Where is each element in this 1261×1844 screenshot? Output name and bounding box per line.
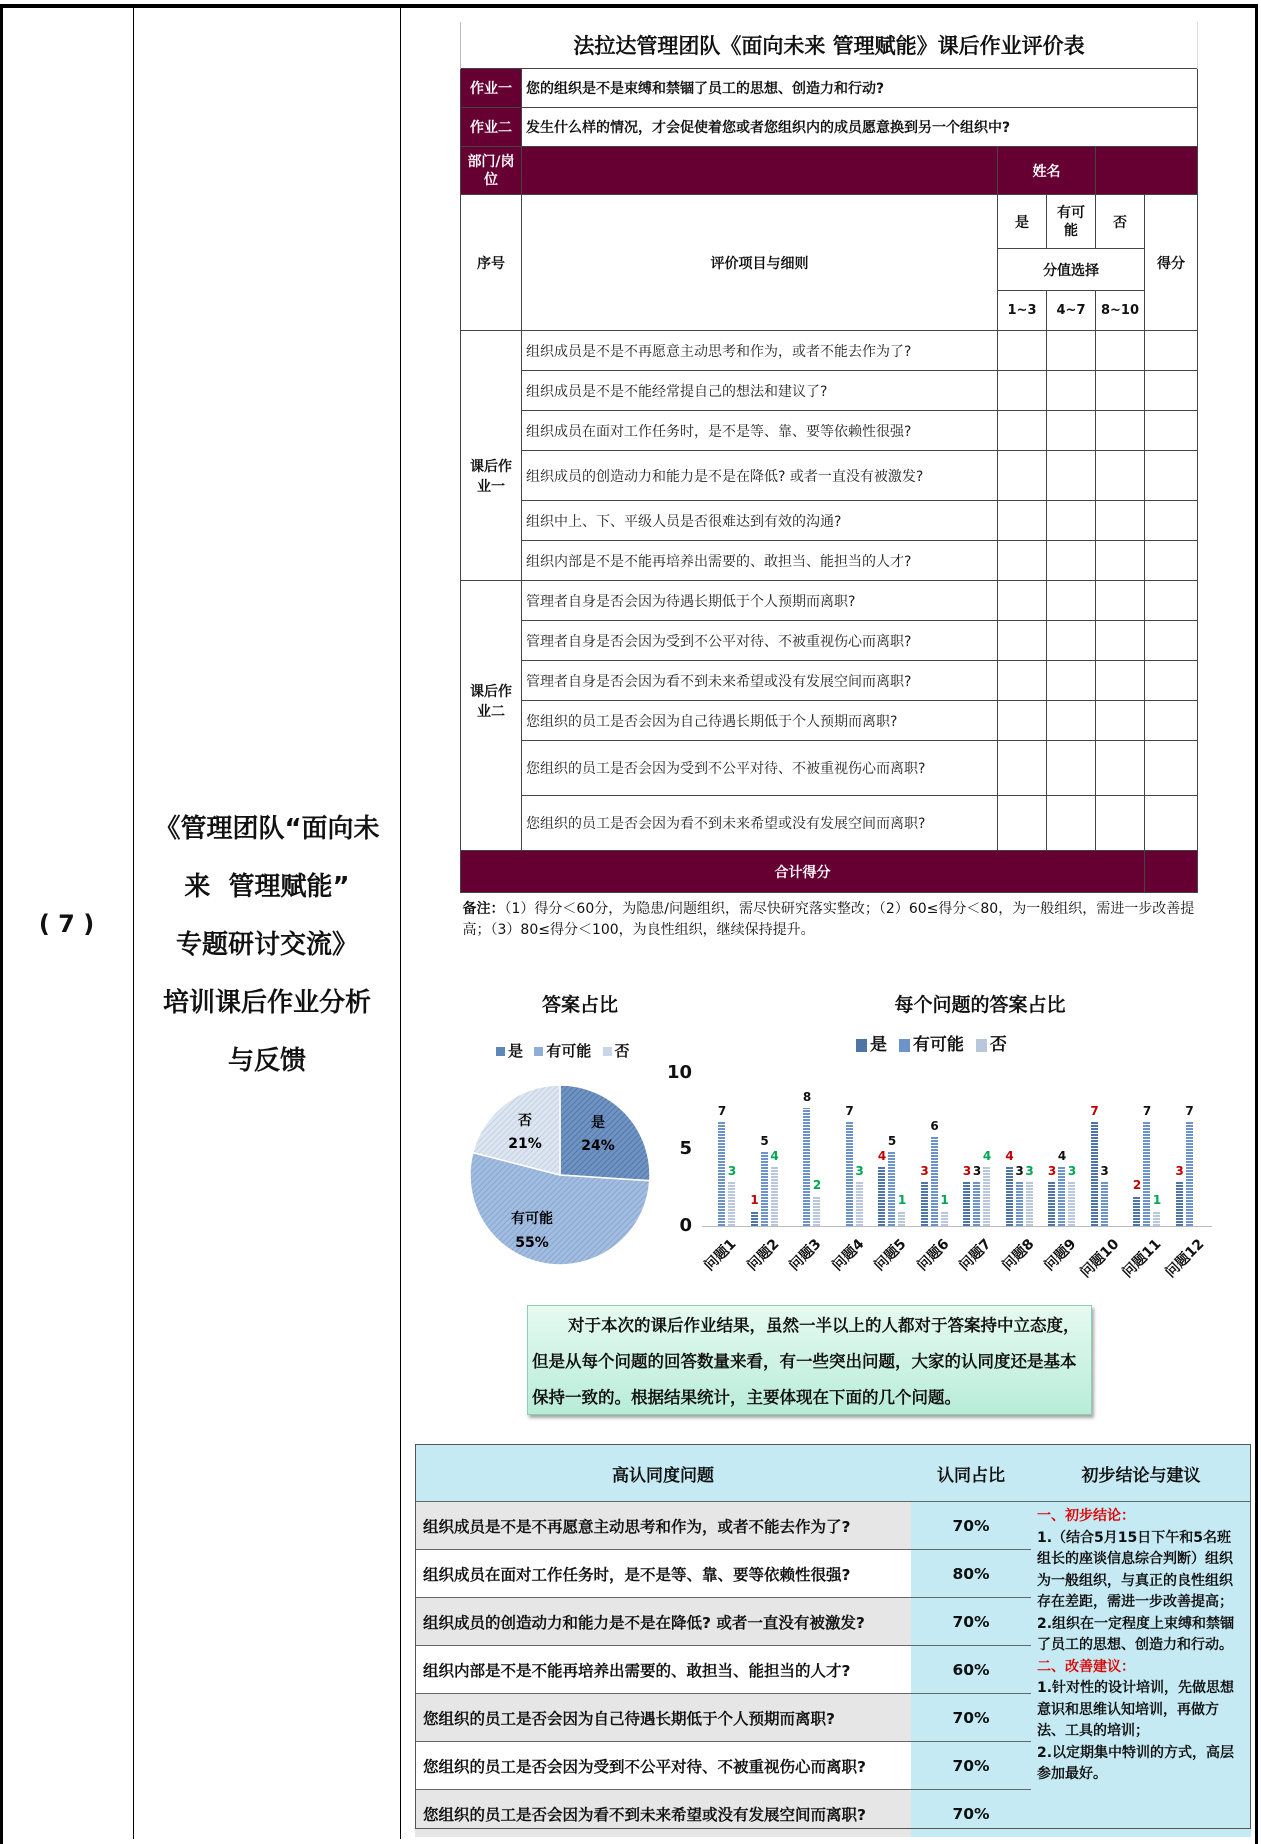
note-label: 备注： [462,901,505,917]
bar-value-label: 3 [1025,1163,1034,1178]
bar-value-label: 7 [1185,1104,1194,1119]
x-axis-label: 问题2 [743,1236,782,1275]
score-select-header: 分值选择 [998,249,1145,291]
results-header: 高认同度问题 [415,1445,911,1502]
name-label: 姓名 [998,147,1096,195]
score-cell[interactable] [1096,701,1145,741]
score-cell[interactable] [1047,371,1096,411]
bar-value-label: 7 [717,1104,727,1119]
assignment-question: 您的组织是不是束缚和禁锢了员工的思想、创造力和行动? [522,69,1198,108]
bar-value-label: 3 [1015,1163,1024,1178]
results-question: 组织成员在面对工作任务时，是不是等、靠、要等依赖性很强? [415,1550,911,1598]
bar-value-label: 2 [812,1178,822,1193]
bar [1101,1182,1108,1226]
bar-value-label: 1 [1152,1193,1162,1208]
eval-item: 组织成员的创造动力和能力是不是在降低? 或者一直没有被激发? [522,451,998,501]
bar-value-label: 7 [845,1104,854,1119]
score-cell[interactable] [998,581,1047,621]
legend-swatch-no [603,1047,612,1056]
note-text: （1）得分＜60分，为隐患/问题组织，需尽快研究落实整改；（2）60≤得分＜80，为一般组织，需进一步改善提高；（3）80≤得分＜100，为良性组织，继续保持提升。 [462,901,1195,938]
legend-swatch-yes [496,1047,505,1056]
plot-area [701,1078,1212,1282]
range-header: 8~10 [1096,291,1145,331]
legend-label: 有可能 [912,1035,964,1055]
results-question: 组织内部是不是不能再培养出需要的、敢担当、能担当的人才? [415,1646,911,1694]
legend-label: 有可能 [546,1042,592,1060]
bar [856,1182,863,1226]
conclusion-item: 1.（结合5月15日下午和5名班组长的座谈信息综合判断）组织为一般组织，与真正的良性组织存在差距，需进一步改善提高； [1037,1529,1233,1610]
pie-legend [490,1040,630,1061]
bar [888,1152,895,1226]
bar [761,1152,768,1226]
score-cell[interactable] [1145,371,1198,411]
range-header: 4~7 [1047,291,1096,331]
conclusion-heading: 一、初步结论： [1037,1508,1135,1524]
bar [921,1182,928,1226]
evaluation-form [460,22,1197,947]
score-cell[interactable] [1047,701,1096,741]
results-pct: 70% [911,1598,1031,1646]
eval-item: 组织成员在面对工作任务时，是不是等、靠、要等依赖性很强? [522,411,998,451]
score-cell[interactable] [1047,331,1096,371]
score-cell[interactable] [1145,411,1198,451]
pie-label-yes: 是 [591,1115,605,1131]
x-axis-label: 问题8 [998,1236,1037,1275]
eval-item: 管理者自身是否会因为看不到未来希望或没有发展空间而离职? [522,661,998,701]
row-title [134,800,400,1090]
note [461,893,1198,948]
bar [878,1167,885,1226]
bar-value-label: 4 [1057,1148,1067,1163]
bar-value-label: 3 [1067,1163,1077,1178]
x-axis-label: 问题3 [786,1236,825,1275]
title-line: 与反馈 [227,1046,306,1076]
bar-value-label: 2 [1132,1178,1142,1193]
title-line: 培训课后作业分析 [162,988,371,1018]
results-question: 您组织的员工是否会因为自己待遇长期低于个人预期而离职? [415,1694,911,1742]
score-cell[interactable] [1096,331,1145,371]
title-line: 专题研讨交流》 [175,930,358,960]
y-tick: 0 [679,1215,692,1236]
eval-item: 组织成员是不是不能经常提自己的想法和建议了? [522,371,998,411]
results-pct: 80% [911,1550,1031,1598]
pie-label-maybe: 有可能 [511,1211,553,1227]
score-cell[interactable] [1145,661,1198,701]
bar [1048,1182,1055,1226]
score-cell[interactable] [998,661,1047,701]
bar-value-label: 5 [887,1134,897,1148]
y-tick: 10 [666,1062,692,1083]
score-cell[interactable] [1145,451,1198,501]
conclusion-item: 2.组织在一定程度上束缚和禁锢了员工的思想、创造力和行动。 [1037,1615,1235,1653]
bar-value-label: 4 [982,1148,992,1163]
score-cell[interactable] [1096,501,1145,541]
score-cell[interactable] [1047,501,1096,541]
bar-value-label: 3 [1100,1163,1109,1178]
score-cell[interactable] [998,796,1047,851]
score-cell[interactable] [1096,411,1145,451]
legend-swatch-maybe [534,1047,543,1056]
score-cell[interactable] [1145,541,1198,581]
bar-value-label: 7 [1142,1104,1152,1119]
bar [771,1167,778,1226]
results-question: 组织成员是不是不再愿意主动思考和作为，或者不能去作为了? [415,1502,911,1550]
results-table [415,1444,1251,1837]
summary-text: 对于本次的课后作业结果，虽然一半以上的人都对于答案持中立态度，但是从每个问题的回答数量来看，有一些突出问题，大家的认同度还是基本保持一致的。根据结果统计，主要体现在下面的几个问题。 [532,1316,1080,1407]
eval-item: 组织内部是不是不能再培养出需要的、敢担当、能担当的人才? [522,541,998,581]
score-cell[interactable] [1145,331,1198,371]
x-axis-label: 问题5 [871,1236,910,1275]
score-cell[interactable] [1047,541,1096,581]
results-question: 您组织的员工是否会因为受到不公平对待、不被重视伤心而离职? [415,1742,911,1790]
pie-pct-maybe: 55% [515,1235,549,1251]
group-label: 课后作业二 [461,581,522,851]
group-label: 课后作业一 [461,331,522,581]
y-tick: 5 [679,1138,692,1159]
eval-item: 您组织的员工是否会因为受到不公平对待、不被重视伤心而离职? [522,741,998,796]
bar-value-label: 8 [802,1089,812,1104]
bar [728,1182,735,1226]
x-axis-label: 问题11 [1119,1236,1165,1282]
score-cell[interactable] [998,371,1047,411]
score-cell[interactable] [1096,581,1145,621]
score-cell[interactable] [1145,581,1198,621]
eval-item: 组织成员是不是不再愿意主动思考和作为，或者不能去作为了? [522,331,998,371]
score-cell[interactable] [1047,621,1096,661]
bar-value-label: 3 [855,1163,864,1178]
dept-label: 部门/岗位 [461,147,522,195]
bar-value-label: 4 [1005,1148,1014,1163]
bar [1186,1122,1193,1226]
score-cell[interactable] [1145,741,1198,796]
summary-box [527,1305,1092,1415]
title-line: 来 管理赋能” [184,872,350,902]
eval-item: 您组织的员工是否会因为看不到未来希望或没有发展空间而离职? [522,796,998,851]
bar [751,1211,758,1226]
bar [963,1182,970,1226]
x-axis-label: 问题10 [1077,1236,1122,1282]
bar [973,1182,980,1226]
x-axis-label: 问题6 [913,1236,952,1275]
score-cell[interactable] [998,621,1047,661]
legend-swatch-maybe [899,1039,910,1052]
score-cell[interactable] [998,741,1047,796]
bar-value-label: 3 [1047,1163,1057,1178]
pie-title: 答案占比 [541,994,618,1016]
bar-value-label: 3 [1175,1163,1184,1178]
bar [1016,1182,1023,1226]
legend-label: 是 [508,1042,524,1060]
bar-value-label: 3 [972,1163,982,1178]
bar-value-label: 3 [920,1163,929,1178]
x-axis-label: 问题9 [1041,1236,1080,1275]
score-cell[interactable] [1096,661,1145,701]
results-question: 您组织的员工是否会因为看不到未来希望或没有发展空间而离职? [415,1790,911,1838]
assignment-question: 发生什么样的情况，才会促使着您或者您组织内的成员愿意换到另一个组织中? [522,108,1198,147]
results-pct: 70% [911,1502,1031,1550]
no-header: 否 [1096,195,1145,249]
score-cell[interactable] [1145,796,1198,851]
score-cell[interactable] [1145,701,1198,741]
score-cell[interactable] [1096,741,1145,796]
bar-value-label: 1 [897,1193,907,1208]
legend-label: 否 [989,1035,1007,1055]
score-cell[interactable] [1047,581,1096,621]
score-cell[interactable] [1047,411,1096,451]
results-header: 初步结论与建议 [1031,1445,1251,1502]
x-axis-label: 问题1 [701,1236,740,1275]
range-header: 1~3 [998,291,1047,331]
bar-value-label: 1 [750,1193,759,1208]
score-cell[interactable] [1096,541,1145,581]
bar [983,1167,990,1226]
pie-pct-no: 21% [508,1136,542,1152]
advice-heading: 二、改善建议： [1037,1658,1135,1675]
bar [803,1108,810,1226]
bar [931,1137,938,1226]
score-cell[interactable] [1047,661,1096,701]
score-cell[interactable] [998,331,1047,371]
column-divider [400,8,401,1839]
score-cell[interactable] [1047,796,1096,851]
bar [898,1211,905,1226]
bar-value-label: 6 [930,1119,939,1134]
x-axis-label: 问题4 [828,1236,867,1275]
bar-value-label: 7 [1090,1104,1099,1119]
score-cell[interactable] [1096,371,1145,411]
bar [941,1211,948,1226]
advice-item: 2.以定期集中特训的方式，高层参加最好。 [1037,1744,1235,1782]
x-axis-label: 问题12 [1162,1236,1207,1282]
seq-header: 序号 [461,195,522,331]
score-cell[interactable] [1145,621,1198,661]
score-cell[interactable] [998,411,1047,451]
results-header: 认同占比 [911,1445,1031,1502]
form-title: 法拉达管理团队《面向未来 管理赋能》课后作业评价表 [461,22,1198,69]
results-pct: 70% [911,1742,1031,1790]
legend-label: 是 [870,1035,887,1055]
score-header: 得分 [1145,195,1198,331]
item-header: 评价项目与细则 [522,195,998,331]
score-cell[interactable] [998,701,1047,741]
score-cell[interactable] [1096,796,1145,851]
assignment-label: 作业一 [461,69,522,108]
assignment-label: 作业二 [461,108,522,147]
results-pct: 70% [911,1694,1031,1742]
bar-value-label: 3 [962,1163,972,1178]
score-cell[interactable] [1096,451,1145,501]
bar [813,1196,820,1226]
conclusion-cell [1031,1502,1251,1838]
total-label: 合计得分 [461,851,1145,893]
score-cell[interactable] [998,541,1047,581]
legend-swatch-no [976,1039,987,1052]
score-cell[interactable] [1047,741,1096,796]
bar-value-label: 3 [727,1163,737,1178]
eval-item: 组织中上、下、平级人员是否很难达到有效的沟通? [522,501,998,541]
score-cell[interactable] [1145,501,1198,541]
row-number: ( 7 ) [38,910,95,938]
score-cell[interactable] [998,451,1047,501]
pie-label-no: 否 [518,1113,532,1129]
x-axis-label: 问题7 [956,1236,995,1275]
bar-value-label: 5 [760,1134,769,1148]
results-question: 组织成员的创造动力和能力是不是在降低? 或者一直没有被激发? [415,1598,911,1646]
title-line: 《管理团队“面向未 [154,814,380,844]
results-pct: 70% [911,1790,1031,1838]
score-cell[interactable] [1047,451,1096,501]
eval-item: 管理者自身是否会因为受到不公平对待、不被重视伤心而离职? [522,621,998,661]
yes-header: 是 [998,195,1047,249]
maybe-header: 有可能 [1047,195,1096,249]
score-cell[interactable] [1096,621,1145,661]
bar [1068,1182,1075,1226]
bar-chart [650,980,1261,1300]
results-pct: 60% [911,1646,1031,1694]
eval-item: 您组织的员工是否会因为自己待遇长期低于个人预期而离职? [522,701,998,741]
bar-value-label: 4 [770,1148,779,1163]
bar-title: 每个问题的答案占比 [894,994,1066,1016]
bar [1143,1122,1150,1226]
name-field[interactable] [1096,147,1198,195]
bar [1176,1182,1183,1226]
eval-item: 管理者自身是否会因为待遇长期低于个人预期而离职? [522,581,998,621]
bar-legend [850,1030,1007,1055]
dept-field[interactable] [522,147,998,195]
legend-label: 否 [614,1042,630,1060]
pie-pct-yes: 24% [581,1138,615,1154]
bar-value-label: 4 [877,1148,887,1163]
bar [1026,1182,1033,1226]
total-score-cell[interactable] [1145,851,1198,893]
legend-swatch-yes [856,1039,867,1052]
score-cell[interactable] [998,501,1047,541]
bar [1153,1211,1160,1226]
advice-item: 1.针对性的设计培训，先做思想意识和思维认知培训，再做方法、工具的培训； [1037,1680,1235,1739]
bar [1133,1196,1140,1226]
bar-value-label: 1 [940,1193,949,1208]
